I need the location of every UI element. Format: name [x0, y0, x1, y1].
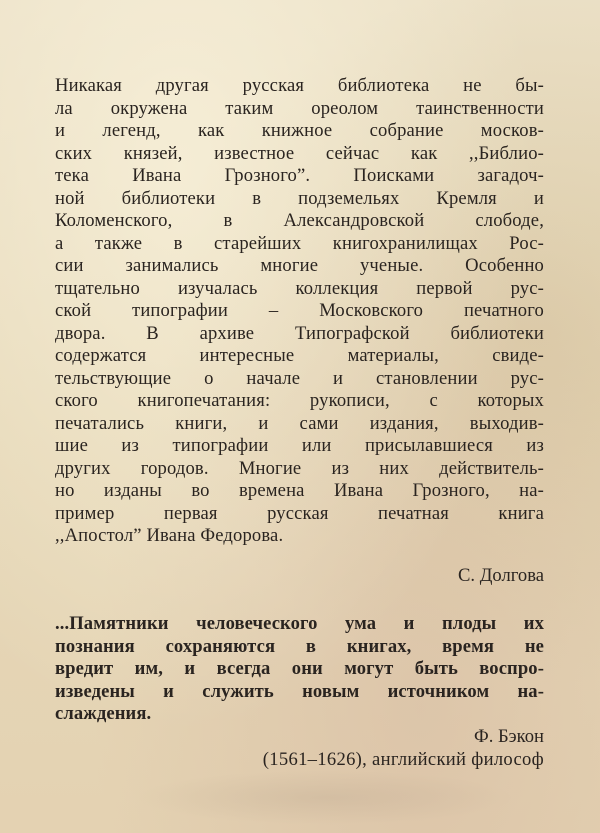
article-line: Никакая другая русская библиотека не бы-	[55, 75, 544, 96]
quote-author: Ф. Бэкон	[474, 726, 544, 747]
article-line: тельствующие о начале и становлении рус-	[55, 367, 544, 389]
article-line: ,,Апостол” Ивана Федорова.	[55, 525, 284, 546]
article-line: содержатся интересные материалы, свиде-	[55, 345, 544, 366]
article-line: а также в старейших книгохранилищах Рос-	[55, 232, 544, 254]
article-line: ла окружена таким ореолом таинственности	[55, 97, 544, 119]
article-line: тека Ивана Грозного”. Поисками загадоч-	[55, 165, 544, 186]
quote-line: ...Памятники человеческого ума и плоды их	[55, 613, 544, 634]
article-line: Коломенского, в Александровской слободе,	[55, 210, 544, 231]
quote-line: изведены и служить новым источником на-	[55, 680, 544, 702]
article-line: и легенд, как книжное собрание москов-	[55, 120, 544, 141]
quote-line: познания сохраняются в книгах, время не	[55, 635, 544, 657]
article-line: ной библиотеки в подземельях Кремля и	[55, 187, 544, 209]
article-line: других городов. Многие из них действитель-	[55, 457, 544, 479]
article-line: печатались книги, и сами издания, выходив-	[55, 412, 544, 434]
article-line: шие из типографии или присылавшиеся из	[55, 435, 544, 456]
article-line: сии занимались многие ученые. Особенно	[55, 255, 544, 276]
quote-line: вредит им, и всегда они могут быть воспро-	[55, 658, 544, 679]
article-line: тщательно изучалась коллекция первой рус-	[55, 277, 544, 299]
article-line: ской типографии – Московского печатного	[55, 300, 544, 321]
article-line: ского книгопечатания: рукописи, с которых	[55, 390, 544, 411]
article-line: но изданы во времена Ивана Грозного, на-	[55, 480, 544, 501]
article-line: двора. В архиве Типографской библиотеки	[55, 322, 544, 344]
article-line: ских князей, известное сейчас как ,,Библио-	[55, 142, 544, 164]
article-author: С. Долгова	[458, 565, 544, 586]
article-line: пример первая русская печатная книга	[55, 502, 544, 524]
article-paragraph	[55, 75, 544, 548]
show-through-stain	[135, 770, 515, 825]
quote-author-info: (1561–1626), английский философ	[262, 749, 544, 770]
quote-line: слаждения.	[55, 703, 152, 724]
quote-paragraph	[55, 613, 544, 726]
